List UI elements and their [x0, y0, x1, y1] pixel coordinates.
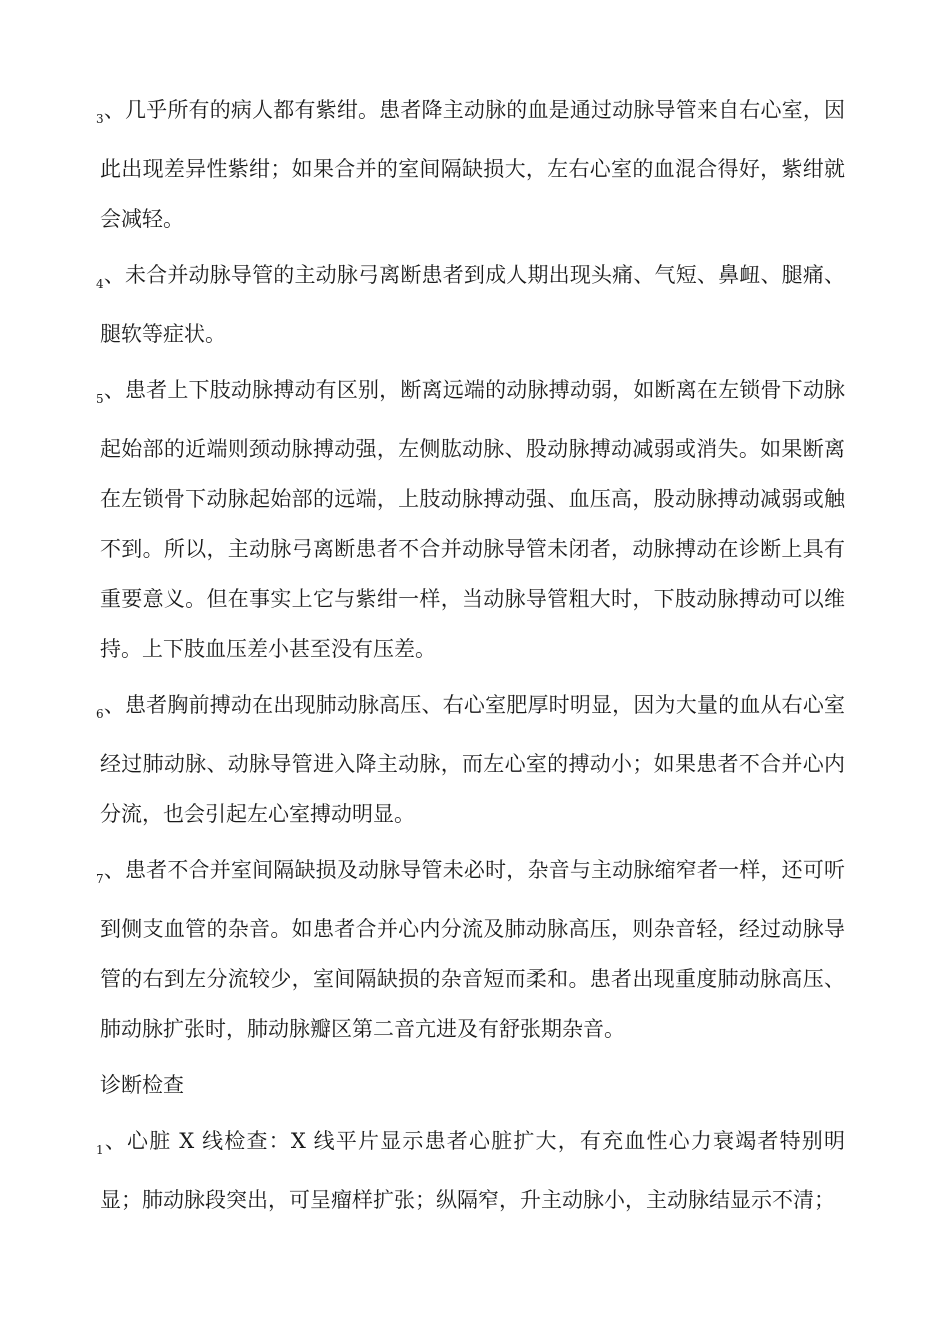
- item-number: 5: [96, 392, 104, 406]
- document-page: [96, 85, 845, 1231]
- paragraph-text: 、患者上下肢动脉搏动有区别，断离远端的动脉搏动弱，如断离在左锁骨下动脉起始部的近端则颈动脉搏动强，左侧肱动脉、股动脉搏动减弱或消失。如果断离在左锁骨下动脉起始部的远端，上肢动脉搏动强、血压高，股动脉搏动减弱或触不到。所以，主动脉弓离断患者不合并动脉导管未闭者，动脉搏动在诊断上具有重要意义。但在事实上它与紫绀一样，当动脉导管粗大时，下肢动脉搏动可以维持。上下肢血压差小甚至没有压差。: [100, 378, 845, 661]
- item-number: 4: [96, 277, 104, 291]
- item-number: 7: [96, 872, 104, 886]
- paragraph-item-6: [96, 680, 845, 839]
- section-heading: 诊断检查: [100, 1073, 184, 1097]
- paragraph-item-3: [96, 85, 845, 244]
- paragraph-item-5: [96, 365, 845, 674]
- paragraph-text: 、患者不合并室间隔缺损及动脉导管未必时，杂音与主动脉缩窄者一样，还可听到侧支血管的杂音。如患者合并心内分流及肺动脉高压，则杂音轻，经过动脉导管的右到左分流较少，室间隔缺损的杂音短而柔和。患者出现重度肺动脉高压、肺动脉扩张时，肺动脉瓣区第二音亢进及有舒张期杂音。: [100, 858, 845, 1041]
- paragraph-item-7: [96, 845, 845, 1054]
- item-number: 6: [96, 707, 104, 721]
- paragraph-text: 、患者胸前搏动在出现肺动脉高压、右心室肥厚时明显，因为大量的血从右心室经过肺动脉、动脉导管进入降主动脉，而左心室的搏动小；如果患者不合并心内分流，也会引起左心室搏动明显。: [100, 693, 845, 826]
- item-number: 1: [96, 1143, 104, 1157]
- paragraph-item-4: [96, 250, 845, 359]
- paragraph-text: 、未合并动脉导管的主动脉弓离断患者到成人期出现头痛、气短、鼻衄、腿痛、腿软等症状。: [100, 263, 845, 346]
- exam-item-1: [96, 1116, 845, 1225]
- paragraph-text: 、心脏 X 线检查：X 线平片显示患者心脏扩大，有充血性心力衰竭者特别明显；肺动脉段突出，可呈瘤样扩张；纵隔窄，升主动脉小，主动脉结显示不清；: [100, 1129, 845, 1212]
- paragraph-text: 、几乎所有的病人都有紫绀。患者降主动脉的血是通过动脉导管来自右心室，因此出现差异性紫绀；如果合并的室间隔缺损大，左右心室的血混合得好，紫绀就会减轻。: [100, 98, 845, 231]
- item-number: 3: [96, 112, 104, 126]
